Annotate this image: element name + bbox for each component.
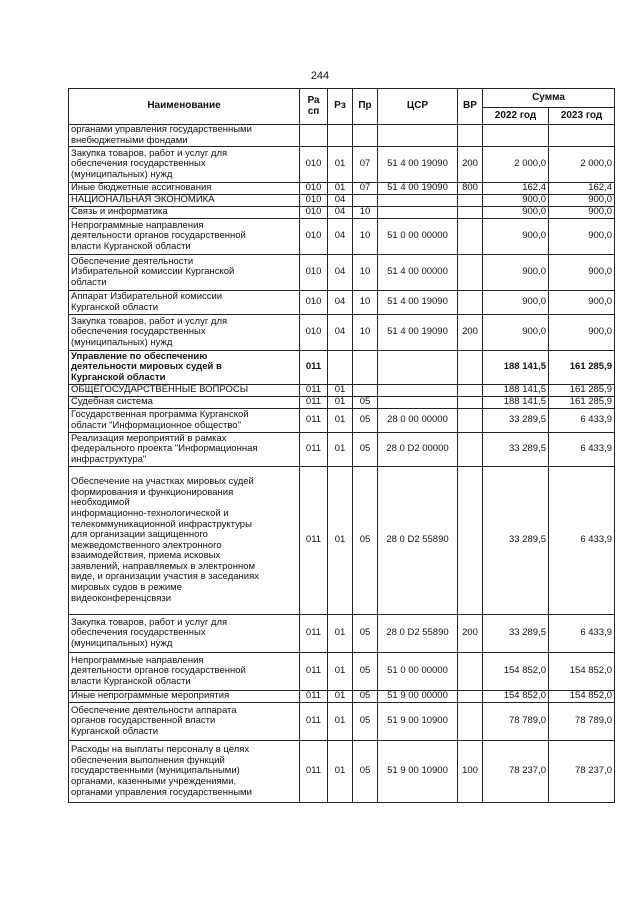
row-pr: 07 [353, 147, 378, 183]
row-pr [353, 195, 378, 207]
row-sum-2022: 900,0 [483, 315, 549, 351]
page-number: 244 [310, 70, 330, 82]
table-row [69, 291, 615, 315]
row-rz: 04 [328, 255, 353, 291]
row-vr [458, 351, 483, 385]
table-row [69, 255, 615, 291]
table-row [69, 409, 615, 433]
row-rs: 011 [300, 409, 328, 433]
row-sum-2023: 6 433,9 [549, 467, 615, 615]
budget-table [68, 88, 615, 803]
row-csr [378, 207, 458, 219]
row-sum-2022: 33 289,5 [483, 433, 549, 467]
row-csr: 28 0 D2 00000 [378, 433, 458, 467]
row-vr [458, 433, 483, 467]
row-sum-2022: 900,0 [483, 291, 549, 315]
row-vr [458, 397, 483, 409]
row-name: Государственная программа Курганской области "Информационное общество" [69, 409, 300, 433]
row-rs: 010 [300, 291, 328, 315]
table-row [69, 125, 615, 147]
row-rs: 011 [300, 741, 328, 803]
table-row [69, 147, 615, 183]
row-csr: 51 9 00 10900 [378, 741, 458, 803]
row-rz: 01 [328, 433, 353, 467]
row-pr: 05 [353, 691, 378, 703]
table-row [69, 219, 615, 255]
row-pr: 05 [353, 433, 378, 467]
row-vr [458, 255, 483, 291]
header-2023: 2023 год [549, 108, 615, 125]
table-row [69, 691, 615, 703]
row-csr: 51 9 00 10900 [378, 703, 458, 741]
table-row [69, 183, 615, 195]
row-csr: 51 9 00 00000 [378, 691, 458, 703]
header-pr: Пр [353, 89, 378, 125]
row-pr: 10 [353, 255, 378, 291]
row-rz: 01 [328, 691, 353, 703]
table-row [69, 653, 615, 691]
row-name: Закупка товаров, работ и услуг для обеспечения государственных (муниципальных) нужд [69, 315, 300, 351]
row-sum-2023: 900,0 [549, 291, 615, 315]
row-vr: 200 [458, 147, 483, 183]
row-sum-2023: 6 433,9 [549, 433, 615, 467]
row-sum-2023: 900,0 [549, 315, 615, 351]
row-rz [328, 125, 353, 147]
header-2022: 2022 год [483, 108, 549, 125]
table-row [69, 385, 615, 397]
row-sum-2022: 162,4 [483, 183, 549, 195]
row-pr: 05 [353, 741, 378, 803]
row-rs: 010 [300, 195, 328, 207]
row-rz: 01 [328, 409, 353, 433]
row-sum-2022: 154 852,0 [483, 691, 549, 703]
row-rz: 01 [328, 385, 353, 397]
row-rs: 011 [300, 653, 328, 691]
header-rz: Рз [328, 89, 353, 125]
row-vr: 200 [458, 315, 483, 351]
row-pr: 07 [353, 183, 378, 195]
row-rz: 01 [328, 467, 353, 615]
row-name: Обеспечение деятельности Избирательной комиссии Курганской области [69, 255, 300, 291]
row-rz: 04 [328, 291, 353, 315]
row-sum-2022: 900,0 [483, 219, 549, 255]
row-rs: 010 [300, 255, 328, 291]
table-row [69, 703, 615, 741]
row-csr [378, 351, 458, 385]
header-rs: Ра сп [300, 89, 328, 125]
row-rz: 01 [328, 183, 353, 195]
row-rs: 010 [300, 315, 328, 351]
row-vr [458, 385, 483, 397]
row-sum-2022: 2 000,0 [483, 147, 549, 183]
row-rs: 011 [300, 351, 328, 385]
row-rz: 01 [328, 653, 353, 691]
row-rs: 011 [300, 433, 328, 467]
row-csr: 28 0 00 00000 [378, 409, 458, 433]
row-sum-2023: 154 852,0 [549, 653, 615, 691]
row-name: Непрограммные направления деятельности органов государственной власти Курганской области [69, 653, 300, 691]
table-row [69, 315, 615, 351]
row-vr [458, 195, 483, 207]
header-sum: Сумма [483, 89, 615, 108]
row-rs: 010 [300, 219, 328, 255]
row-name: ОБЩЕГОСУДАРСТВЕННЫЕ ВОПРОСЫ [69, 385, 300, 397]
row-rz: 01 [328, 741, 353, 803]
row-pr: 10 [353, 291, 378, 315]
row-rz: 04 [328, 195, 353, 207]
row-sum-2023: 161 285,9 [549, 397, 615, 409]
row-sum-2022: 188 141,5 [483, 385, 549, 397]
row-rs: 011 [300, 467, 328, 615]
row-vr [458, 703, 483, 741]
row-sum-2023: 900,0 [549, 207, 615, 219]
row-rs: 011 [300, 691, 328, 703]
row-sum-2022: 33 289,5 [483, 615, 549, 653]
row-pr: 05 [353, 409, 378, 433]
row-vr [458, 409, 483, 433]
row-vr [458, 291, 483, 315]
row-vr [458, 467, 483, 615]
header-vr: ВР [458, 89, 483, 125]
row-rz: 01 [328, 147, 353, 183]
row-vr: 100 [458, 741, 483, 803]
table-row [69, 433, 615, 467]
row-rs: 010 [300, 183, 328, 195]
row-name: НАЦИОНАЛЬНАЯ ЭКОНОМИКА [69, 195, 300, 207]
row-rz: 01 [328, 397, 353, 409]
row-rs: 010 [300, 147, 328, 183]
row-sum-2023: 78 237,0 [549, 741, 615, 803]
header-csr: ЦСР [378, 89, 458, 125]
row-sum-2023: 900,0 [549, 219, 615, 255]
row-rz [328, 351, 353, 385]
row-rs: 011 [300, 397, 328, 409]
row-rs: 011 [300, 385, 328, 397]
row-vr [458, 207, 483, 219]
row-sum-2023: 162,4 [549, 183, 615, 195]
row-name: Расходы на выплаты персоналу в целях обеспечения выполнения функций государственными (муниципальными) органами, казенными учреждениями, органами управления государственными [69, 741, 300, 803]
row-pr [353, 351, 378, 385]
table-row [69, 195, 615, 207]
row-csr [378, 195, 458, 207]
row-vr [458, 691, 483, 703]
row-csr: 51 4 00 19090 [378, 315, 458, 351]
row-csr: 51 0 00 00000 [378, 653, 458, 691]
row-sum-2022: 78 789,0 [483, 703, 549, 741]
row-pr: 05 [353, 397, 378, 409]
row-pr: 10 [353, 219, 378, 255]
row-vr [458, 653, 483, 691]
table-row [69, 741, 615, 803]
row-sum-2023: 154 852,0 [549, 691, 615, 703]
row-name: Управление по обеспечению деятельности мировых судей в Курганской области [69, 351, 300, 385]
row-name: Судебная система [69, 397, 300, 409]
row-pr [353, 385, 378, 397]
row-sum-2022: 78 237,0 [483, 741, 549, 803]
table-row [69, 397, 615, 409]
row-sum-2022: 33 289,5 [483, 467, 549, 615]
row-name: Закупка товаров, работ и услуг для обеспечения государственных (муниципальных) нужд [69, 615, 300, 653]
row-csr: 51 4 00 19090 [378, 183, 458, 195]
row-rz: 01 [328, 703, 353, 741]
row-pr: 05 [353, 467, 378, 615]
row-vr [458, 219, 483, 255]
row-sum-2022: 900,0 [483, 255, 549, 291]
row-sum-2023: 6 433,9 [549, 615, 615, 653]
table-body [69, 125, 615, 803]
row-sum-2022: 900,0 [483, 195, 549, 207]
row-sum-2023 [549, 125, 615, 147]
row-sum-2023: 161 285,9 [549, 351, 615, 385]
row-sum-2022: 900,0 [483, 207, 549, 219]
row-rz: 01 [328, 615, 353, 653]
row-name: Закупка товаров, работ и услуг для обеспечения государственных (муниципальных) нужд [69, 147, 300, 183]
row-sum-2022: 154 852,0 [483, 653, 549, 691]
row-csr: 51 4 00 00000 [378, 255, 458, 291]
row-pr: 10 [353, 315, 378, 351]
table-row [69, 467, 615, 615]
row-pr: 05 [353, 653, 378, 691]
row-csr: 51 0 00 00000 [378, 219, 458, 255]
row-name: Непрограммные направления деятельности органов государственной власти Курганской области [69, 219, 300, 255]
row-name: Аппарат Избирательной комиссии Курганской области [69, 291, 300, 315]
row-name: Связь и информатика [69, 207, 300, 219]
row-rz: 04 [328, 315, 353, 351]
row-name: Реализация мероприятий в рамках федерального проекта "Информационная инфраструктура" [69, 433, 300, 467]
row-csr: 28 0 D2 55890 [378, 467, 458, 615]
row-sum-2022 [483, 125, 549, 147]
row-csr: 28 0 D2 55890 [378, 615, 458, 653]
row-rs: 011 [300, 703, 328, 741]
row-sum-2023: 6 433,9 [549, 409, 615, 433]
row-sum-2023: 161 285,9 [549, 385, 615, 397]
header-name: Наименование [69, 89, 300, 125]
table-row [69, 351, 615, 385]
row-rz: 04 [328, 219, 353, 255]
row-vr [458, 125, 483, 147]
row-pr: 10 [353, 207, 378, 219]
row-sum-2022: 33 289,5 [483, 409, 549, 433]
row-pr: 05 [353, 703, 378, 741]
row-sum-2023: 78 789,0 [549, 703, 615, 741]
row-rs [300, 125, 328, 147]
row-rz: 04 [328, 207, 353, 219]
row-csr: 51 4 00 19090 [378, 147, 458, 183]
row-csr [378, 397, 458, 409]
row-sum-2022: 188 141,5 [483, 397, 549, 409]
row-vr: 800 [458, 183, 483, 195]
row-name: Иные бюджетные ассигнования [69, 183, 300, 195]
row-sum-2023: 2 000,0 [549, 147, 615, 183]
row-sum-2023: 900,0 [549, 195, 615, 207]
row-pr: 05 [353, 615, 378, 653]
row-name: Иные непрограммные мероприятия [69, 691, 300, 703]
row-pr [353, 125, 378, 147]
row-name: органами управления государственными внебюджетными фондами [69, 125, 300, 147]
row-rs: 011 [300, 615, 328, 653]
row-vr: 200 [458, 615, 483, 653]
row-sum-2022: 188 141,5 [483, 351, 549, 385]
row-csr: 51 4 00 19090 [378, 291, 458, 315]
table-row [69, 615, 615, 653]
row-sum-2023: 900,0 [549, 255, 615, 291]
row-name: Обеспечение на участках мировых судей формирования и функционирования необходимой информационно-технологической и телекоммуникационной инфраструктуры для организации защищенного межведомственного электронного взаимодействия, приема исковых заявлений, направляемых в электронном виде, и организации участия в заседаниях мировых судов в режиме видеоконференцсвязи [69, 467, 300, 615]
row-csr [378, 385, 458, 397]
row-rs: 010 [300, 207, 328, 219]
table-row [69, 207, 615, 219]
row-name: Обеспечение деятельности аппарата органов государственной власти Курганской области [69, 703, 300, 741]
row-csr [378, 125, 458, 147]
